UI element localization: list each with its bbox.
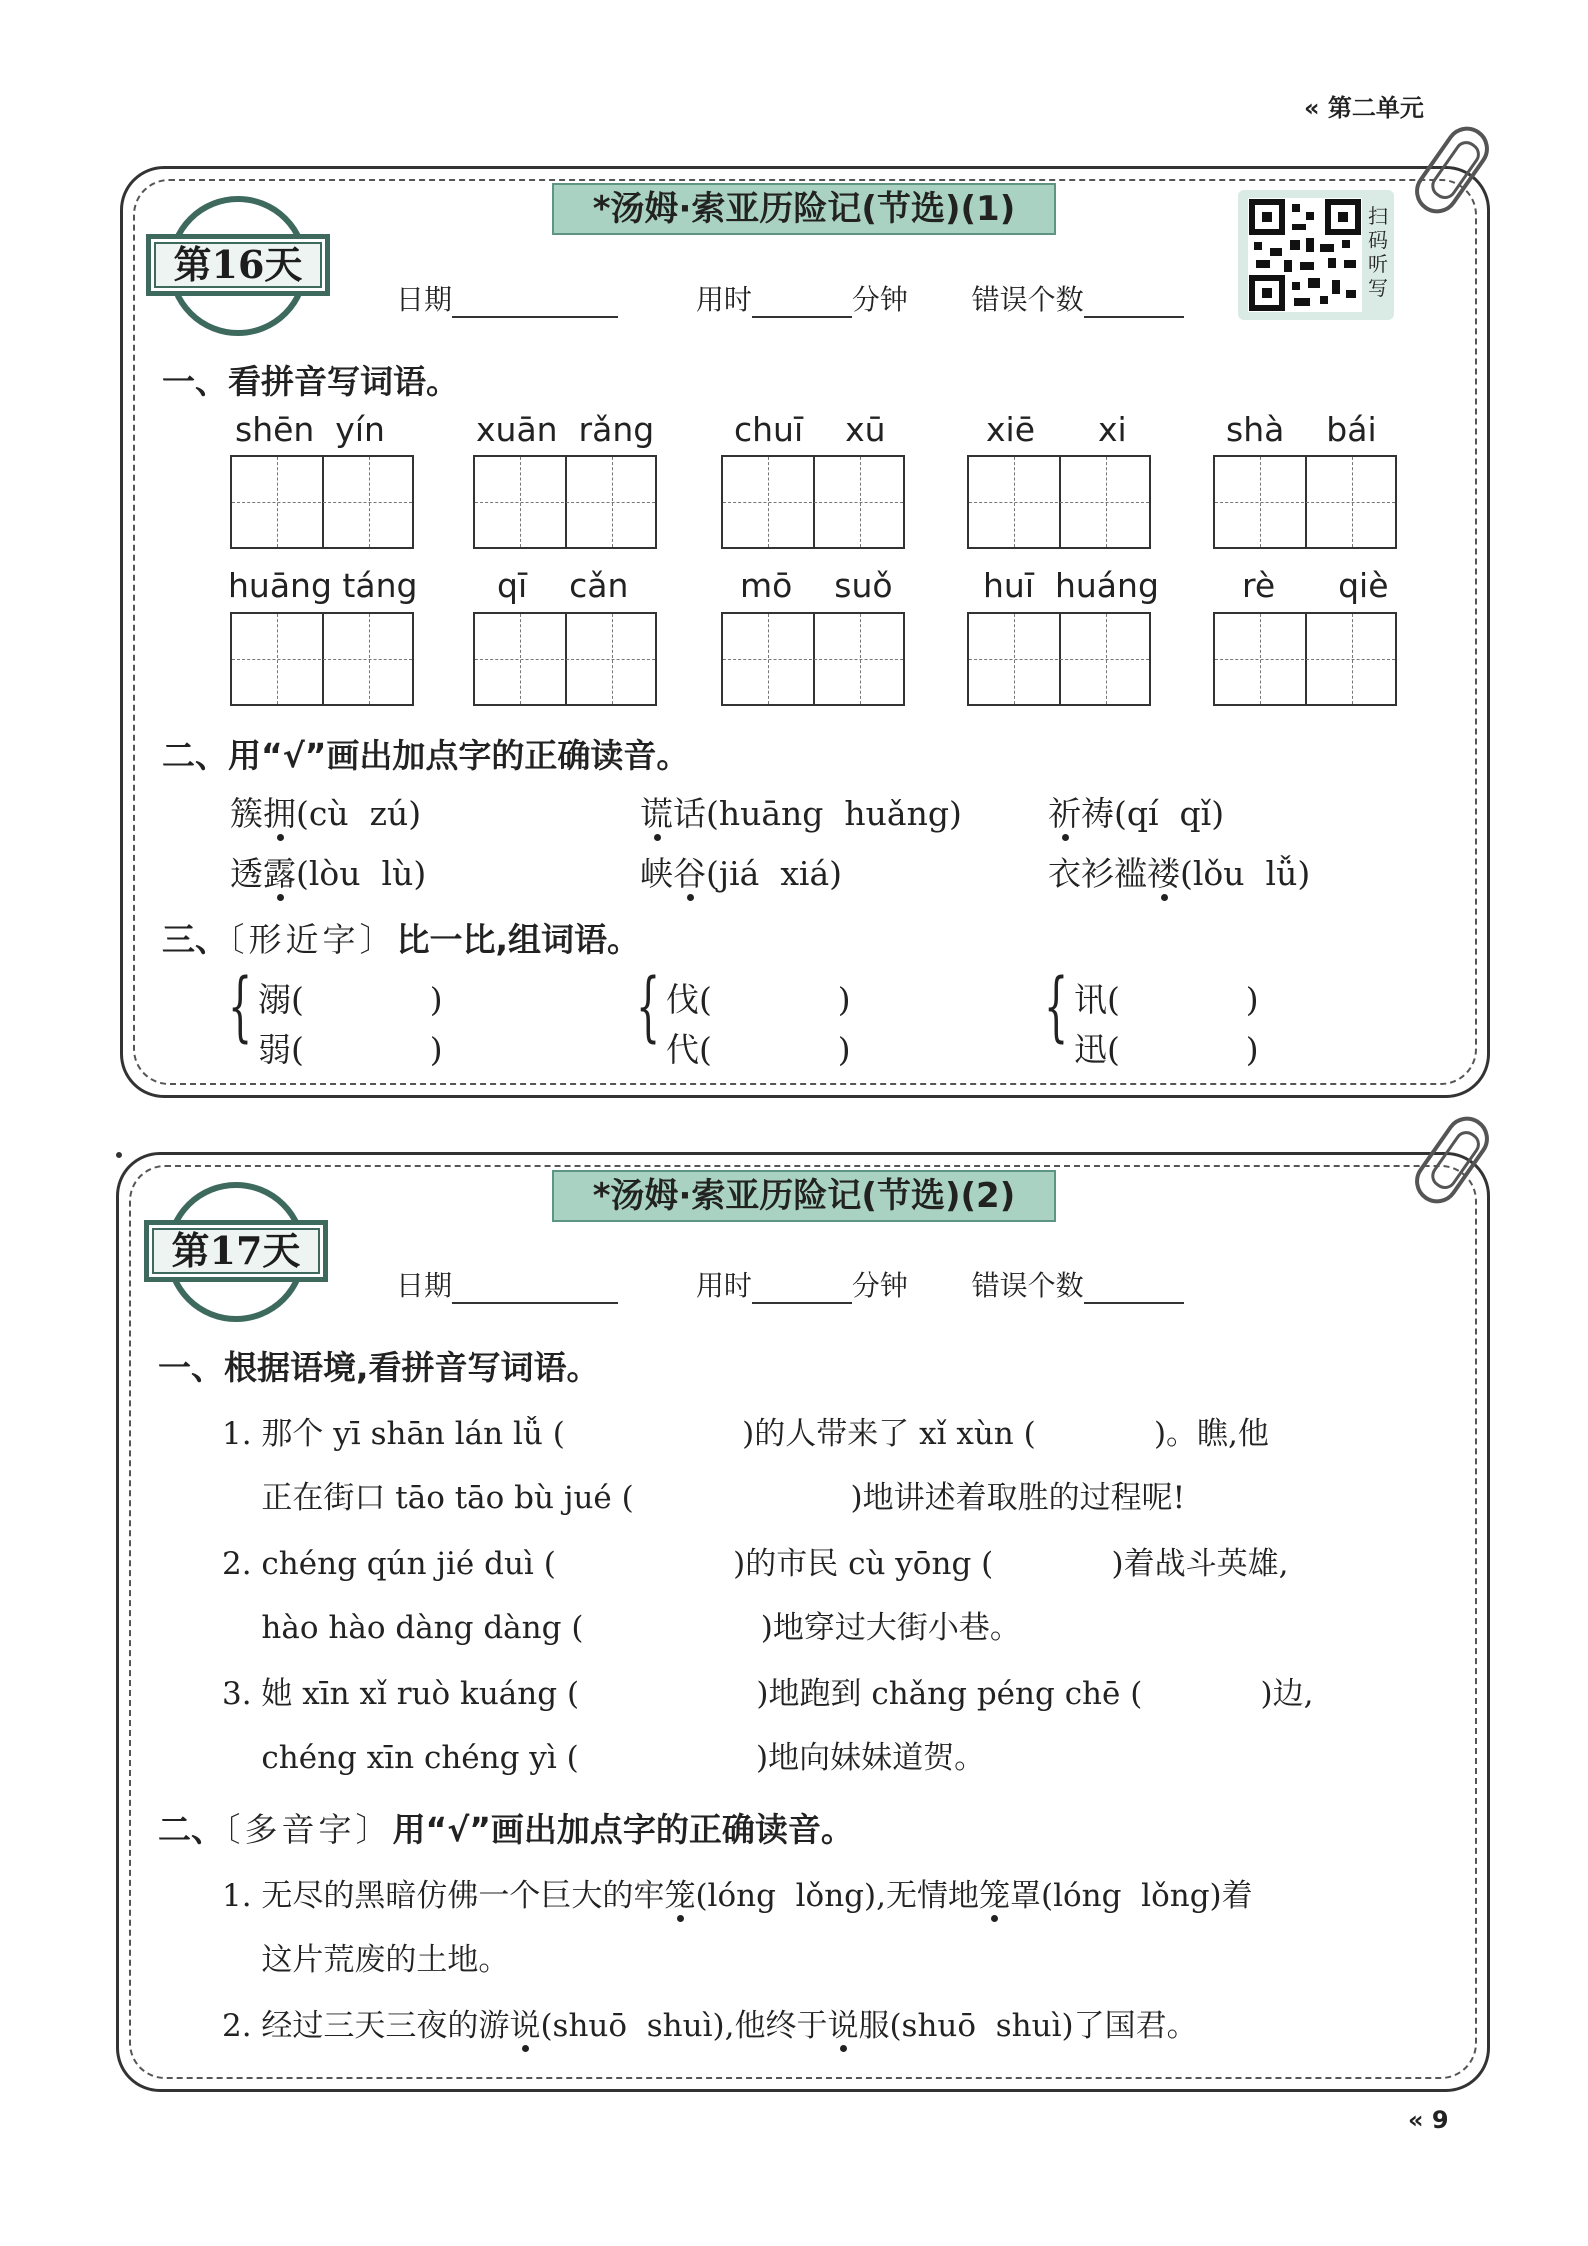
reading-item[interactable]: 透露(lòu lù) bbox=[230, 854, 427, 893]
unit-label: 第二单元 bbox=[1327, 94, 1424, 122]
day17-sec1-title: 一、根据语境,看拼音写词语。 bbox=[158, 1348, 600, 1387]
writing-grid[interactable] bbox=[1213, 612, 1397, 706]
date-label: 日期 bbox=[396, 1269, 453, 1302]
word-blank[interactable]: 溺( ) bbox=[258, 980, 443, 1019]
word-blank[interactable]: 迅( ) bbox=[1074, 1030, 1259, 1069]
writing-grid[interactable] bbox=[230, 455, 414, 549]
day16-meta bbox=[396, 278, 1184, 318]
day17-meta bbox=[396, 1264, 1184, 1304]
word-blank[interactable]: 讯( ) bbox=[1074, 980, 1259, 1019]
pinyin-label: shà bái bbox=[1226, 410, 1377, 449]
sentence-line[interactable]: 2. chéng qún jié duì ( )的市民 cù yōng ( )着战斗英雄, bbox=[222, 1546, 1289, 1582]
qr-code-icon bbox=[1248, 198, 1362, 312]
tag-similar-chars: 〔形近字〕 bbox=[228, 920, 397, 959]
pinyin-label: shēn yín bbox=[235, 410, 385, 449]
unit-header: « 第二单元 bbox=[1304, 94, 1424, 122]
minutes-label: 分钟 bbox=[851, 283, 908, 316]
reading-item[interactable]: 祈祷(qí qǐ) bbox=[1048, 794, 1225, 833]
day16-badge-label: 第16天 bbox=[146, 234, 330, 296]
day16-title: *汤姆·索亚历险记(节选)(1) bbox=[552, 183, 1056, 235]
sentence-line[interactable]: 1. 无尽的黑暗仿佛一个巨大的牢笼(lóng lǒng),无情地笼罩(lóng lǒng)着 bbox=[222, 1878, 1253, 1914]
pinyin-label: qī cǎn bbox=[497, 566, 629, 605]
reading-item[interactable]: 峡谷(jiá xiá) bbox=[640, 854, 843, 893]
writing-grid[interactable] bbox=[473, 455, 657, 549]
page-number: « 9 bbox=[1408, 2106, 1449, 2134]
sentence-line[interactable]: 1. 那个 yī shān lán lǚ ( )的人带来了 xǐ xùn ( )。瞧,他 bbox=[222, 1416, 1269, 1452]
sentence-line[interactable]: chéng xīn chéng yì ( )地向妹妹道贺。 bbox=[222, 1740, 986, 1776]
pinyin-label: chuī xū bbox=[734, 410, 886, 449]
word-blank[interactable]: 代( ) bbox=[666, 1030, 851, 1069]
errors-label: 错误个数 bbox=[971, 283, 1084, 316]
writing-grid[interactable] bbox=[721, 612, 905, 706]
sentence-line[interactable]: hào hào dàng dàng ( )地穿过大街小巷。 bbox=[222, 1610, 1021, 1646]
sentence-line[interactable]: 2. 经过三天三夜的游说(shuō shuì),他终于说服(shuō shuì)了国君。 bbox=[222, 2008, 1198, 2044]
errors-field[interactable] bbox=[1084, 1278, 1184, 1304]
day17-card bbox=[116, 1152, 122, 1158]
qr-code[interactable] bbox=[1238, 190, 1394, 320]
errors-label: 错误个数 bbox=[971, 1269, 1084, 1302]
brace-icon: { bbox=[1044, 961, 1069, 1050]
reading-item[interactable]: 衣衫褴褛(lǒu lǚ) bbox=[1048, 854, 1311, 893]
day17-sec2-title: 二、〔多音字〕用“√”画出加点字的正确读音。 bbox=[158, 1810, 854, 1849]
date-field[interactable] bbox=[452, 1278, 618, 1304]
writing-grid[interactable] bbox=[721, 455, 905, 549]
date-label: 日期 bbox=[396, 283, 453, 316]
qr-label: 扫码听写 bbox=[1368, 204, 1388, 300]
sentence-line: 这片荒废的土地。 bbox=[222, 1942, 510, 1978]
time-label: 用时 bbox=[695, 283, 752, 316]
time-field[interactable] bbox=[752, 292, 852, 318]
word-blank[interactable]: 伐( ) bbox=[666, 980, 851, 1019]
reading-item[interactable]: 谎话(huāng huǎng) bbox=[640, 794, 962, 833]
pinyin-label: xuān rǎng bbox=[476, 410, 655, 449]
minutes-label: 分钟 bbox=[851, 1269, 908, 1302]
time-label: 用时 bbox=[695, 1269, 752, 1302]
sentence-line[interactable]: 3. 她 xīn xǐ ruò kuáng ( )地跑到 chǎng péng chē ( )边, bbox=[222, 1676, 1314, 1712]
pinyin-label: mō suǒ bbox=[740, 566, 893, 605]
writing-grid[interactable] bbox=[967, 612, 1151, 706]
errors-field[interactable] bbox=[1084, 292, 1184, 318]
writing-grid[interactable] bbox=[1213, 455, 1397, 549]
writing-grid[interactable] bbox=[230, 612, 414, 706]
day16-sec1-title: 一、看拼音写词语。 bbox=[162, 362, 459, 401]
brace-icon: { bbox=[636, 961, 661, 1050]
word-blank[interactable]: 弱( ) bbox=[258, 1030, 443, 1069]
sentence-line[interactable]: 正在街口 tāo tāo bù jué ( )地讲述着取胜的过程呢! bbox=[222, 1480, 1186, 1516]
day16-sec3-title: 三、〔形近字〕比一比,组词语。 bbox=[162, 920, 641, 959]
reading-item[interactable]: 簇拥(cù zú) bbox=[230, 794, 422, 833]
day16-badge bbox=[146, 196, 330, 326]
tag-polyphone: 〔多音字〕 bbox=[224, 1810, 393, 1849]
day16-sec2-title: 二、用“√”画出加点字的正确读音。 bbox=[162, 736, 690, 775]
writing-grid[interactable] bbox=[473, 612, 657, 706]
pinyin-label: rè qiè bbox=[1242, 566, 1389, 605]
pinyin-label: xiē xi bbox=[986, 410, 1127, 449]
brace-icon: { bbox=[228, 961, 253, 1050]
day17-badge-label: 第17天 bbox=[144, 1220, 328, 1282]
pinyin-label: huī huáng bbox=[983, 566, 1159, 605]
day17-title: *汤姆·索亚历险记(节选)(2) bbox=[552, 1170, 1056, 1222]
time-field[interactable] bbox=[752, 1278, 852, 1304]
day17-badge bbox=[144, 1182, 328, 1312]
date-field[interactable] bbox=[452, 292, 618, 318]
writing-grid[interactable] bbox=[967, 455, 1151, 549]
pinyin-label: huāng táng bbox=[228, 566, 418, 605]
